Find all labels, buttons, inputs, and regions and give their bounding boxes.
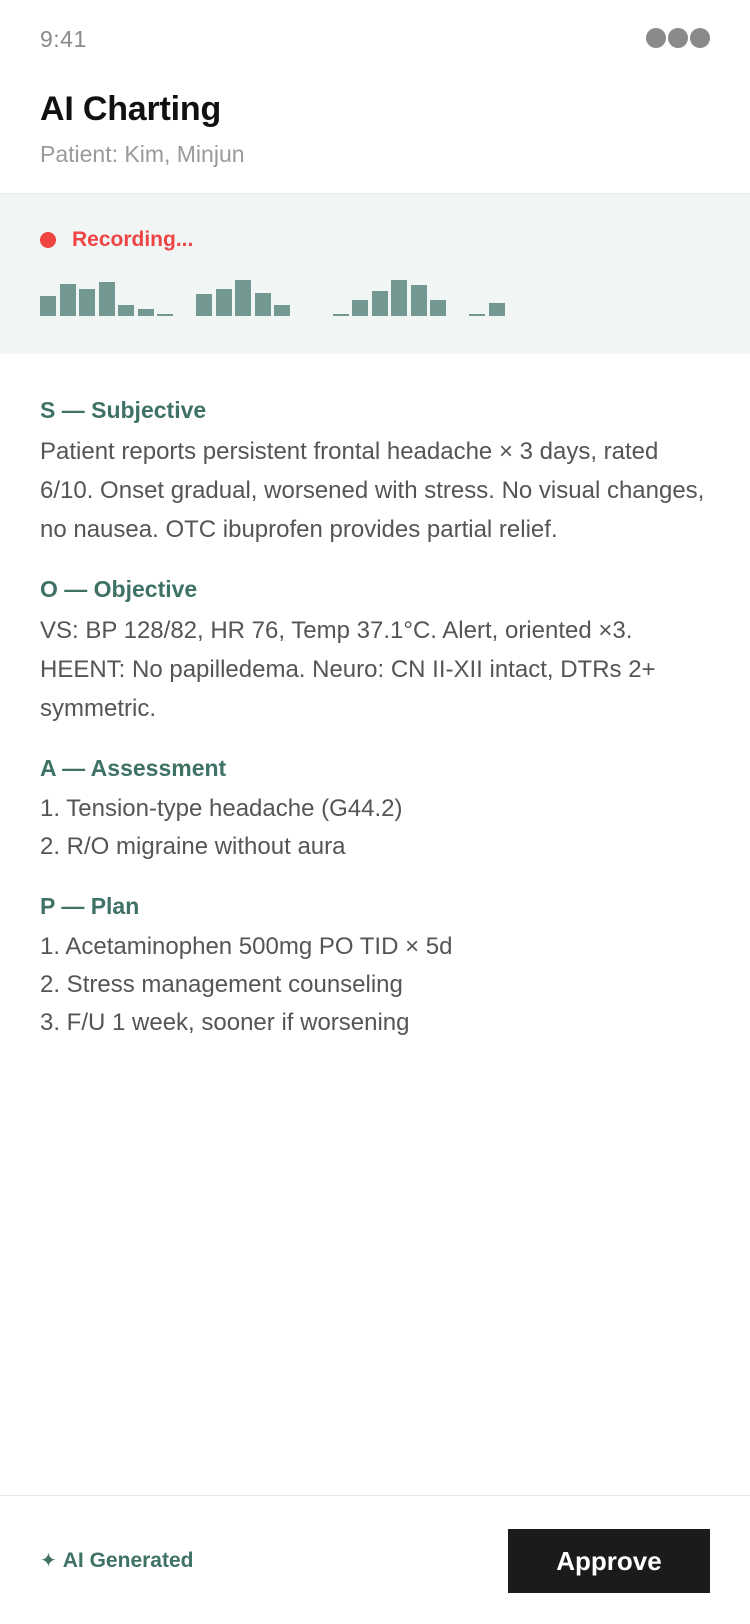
waveform-bar xyxy=(157,314,173,316)
recording-dot-icon xyxy=(40,232,56,248)
page-title: AI Charting xyxy=(40,90,222,128)
status-bar xyxy=(0,0,750,78)
waveform-bar xyxy=(216,289,232,316)
waveform-bar xyxy=(196,294,212,316)
recording-status xyxy=(40,228,193,252)
audio-waveform xyxy=(40,280,740,316)
approve-button[interactable]: Approve xyxy=(508,1529,710,1593)
patient-name: Patient: Kim, Minjun xyxy=(40,141,245,167)
objective-text: VS: BP 128/82, HR 76, Temp 37.1°C. Alert, oriented ×3. HEENT: No papilledema. Neuro: CN II-XII intact, DTRs 2+ symmetric. xyxy=(40,617,656,722)
waveform-bar xyxy=(489,303,505,316)
recording-panel xyxy=(0,193,750,354)
waveform-bar xyxy=(372,291,388,316)
plan-section xyxy=(40,890,710,1042)
waveform-bar xyxy=(118,305,134,316)
section-heading: A — Assessment xyxy=(40,755,227,781)
more-dots-icon[interactable] xyxy=(646,28,710,48)
recording-label: Recording... xyxy=(72,228,194,251)
waveform-bar xyxy=(411,285,427,316)
dot xyxy=(690,28,710,48)
footer-bar xyxy=(0,1495,750,1624)
subjective-section xyxy=(40,394,710,549)
waveform-bar xyxy=(235,280,251,316)
dot xyxy=(646,28,666,48)
waveform-bar xyxy=(79,289,95,316)
waveform-bar xyxy=(469,314,485,316)
ai-generated-badge xyxy=(40,1548,193,1573)
waveform-bar xyxy=(333,314,349,316)
ai-generated-label: AI Generated xyxy=(62,1548,194,1572)
header xyxy=(40,90,710,168)
list-item: 2. Stress management counseling xyxy=(40,971,403,998)
list-item: 1. Tension-type headache (G44.2) xyxy=(40,795,403,822)
objective-section xyxy=(40,573,710,728)
subjective-text: Patient reports persistent frontal headache × 3 days, rated 6/10. Onset gradual, worsened with stress. No visual changes, no nausea. OTC ibuprofen provides partial relief. xyxy=(40,438,705,543)
list-item: 2. R/O migraine without aura xyxy=(40,833,346,860)
list-item: 1. Acetaminophen 500mg PO TID × 5d xyxy=(40,933,453,960)
soap-note xyxy=(40,394,710,1066)
waveform-bar xyxy=(391,280,407,316)
waveform-bar xyxy=(40,296,56,316)
waveform-bar xyxy=(99,282,115,316)
sparkle-icon: ✦ xyxy=(40,1550,57,1572)
assessment-section xyxy=(40,752,710,866)
section-heading: P — Plan xyxy=(40,893,140,919)
waveform-bar xyxy=(352,300,368,316)
dot xyxy=(668,28,688,48)
section-heading: S — Subjective xyxy=(40,397,207,423)
section-heading: O — Objective xyxy=(40,576,198,602)
list-item: 3. F/U 1 week, sooner if worsening xyxy=(40,1009,410,1036)
waveform-bar xyxy=(430,300,446,316)
waveform-bar xyxy=(60,284,76,316)
waveform-bar xyxy=(255,293,271,316)
status-time: 9:41 xyxy=(40,26,87,52)
waveform-bar xyxy=(138,309,154,316)
waveform-bar xyxy=(274,305,290,316)
